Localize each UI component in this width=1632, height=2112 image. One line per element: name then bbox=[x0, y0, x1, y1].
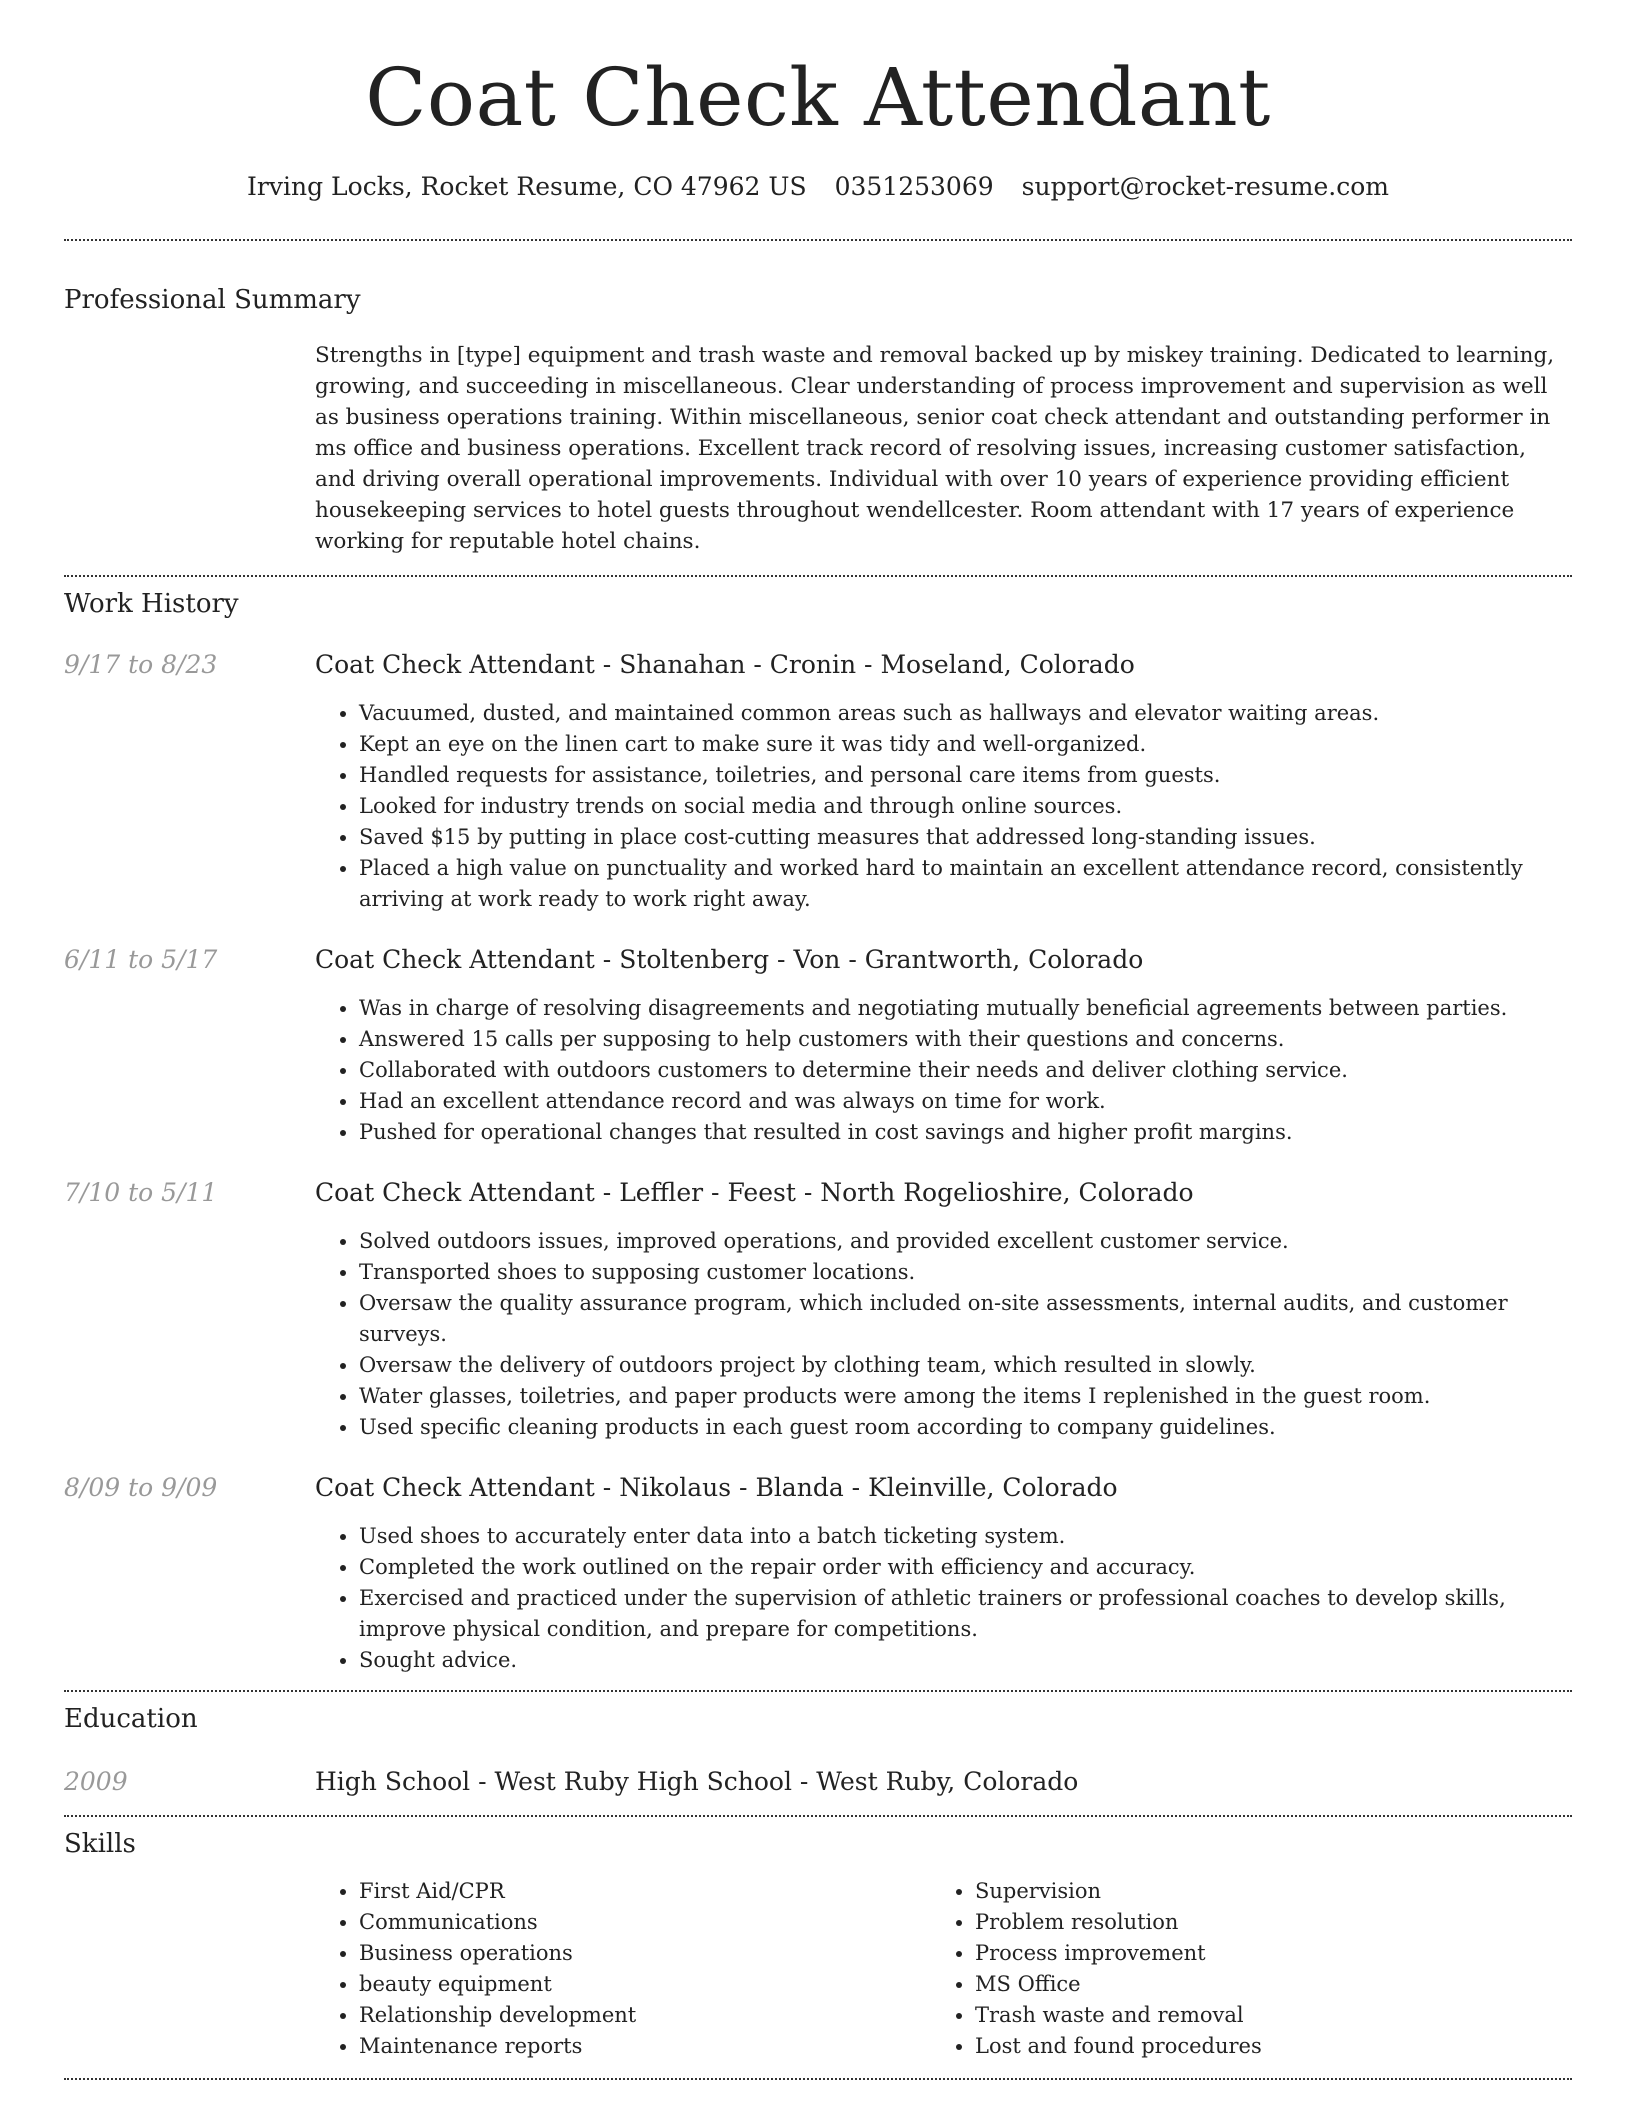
job-bullets bbox=[315, 1521, 1572, 1676]
section-divider bbox=[64, 239, 1572, 241]
job-title: Coat Check Attendant - Nikolaus - Blanda - Kleinville, Colorado bbox=[315, 1473, 1118, 1503]
skill-item: • Business operations bbox=[359, 1938, 931, 1969]
job-entry bbox=[64, 945, 1572, 1148]
skills-column-right bbox=[931, 1876, 1547, 2062]
job-title: Coat Check Attendant - Leffler - Feest - North Rogelioshire, Colorado bbox=[315, 1178, 1194, 1208]
job-dates: 7/10 to 5/11 bbox=[64, 1178, 218, 1208]
list-item: • Placed a high value on punctuality and worked hard to maintain an excellent attendance record, consistently arriving at work ready to work right away. bbox=[359, 853, 1572, 915]
summary-row bbox=[64, 316, 1572, 575]
list-item: • Was in charge of resolving disagreements and negotiating mutually beneficial agreements between parties. bbox=[359, 993, 1572, 1024]
skill-item: • Supervision bbox=[975, 1876, 1547, 1907]
skill-item: • beauty equipment bbox=[359, 1969, 931, 2000]
list-item: • Had an excellent attendance record and was always on time for work. bbox=[359, 1086, 1572, 1117]
job-dates: 8/09 to 9/09 bbox=[64, 1473, 218, 1503]
list-item: • Transported shoes to supposing customer locations. bbox=[359, 1257, 1572, 1288]
list-item: • Completed the work outlined on the repair order with efficiency and accuracy. bbox=[359, 1552, 1572, 1583]
section-divider bbox=[64, 575, 1572, 577]
job-entry bbox=[64, 1473, 1572, 1676]
skill-item: • Trash waste and removal bbox=[975, 2000, 1547, 2031]
contact-address: Irving Locks, Rocket Resume, CO 47962 US bbox=[247, 172, 807, 201]
skill-item: • Maintenance reports bbox=[359, 2031, 931, 2062]
list-item: • Water glasses, toiletries, and paper products were among the items I replenished in the guest room. bbox=[359, 1381, 1572, 1412]
section-divider bbox=[64, 2078, 1572, 2080]
list-item: • Vacuumed, dusted, and maintained common areas such as hallways and elevator waiting areas. bbox=[359, 698, 1572, 729]
section-divider bbox=[64, 1690, 1572, 1692]
work-history-list bbox=[64, 650, 1572, 1676]
list-item: • Exercised and practiced under the supervision of athletic trainers or professional coaches to develop skills, improve physical condition, and prepare for competitions. bbox=[359, 1583, 1572, 1645]
job-entry bbox=[64, 650, 1572, 915]
skill-item: • MS Office bbox=[975, 1969, 1547, 2000]
skill-item: • Process improvement bbox=[975, 1938, 1547, 1969]
work-history-heading: Work History bbox=[64, 589, 239, 620]
summary-heading: Professional Summary bbox=[64, 285, 361, 315]
summary-text: Strengths in [type] equipment and trash waste and removal backed up by miskey training. Dedicated to learning, growing, and succeeding in miscellaneous. Clear understanding of process improvement and supervision as well as business operations training. Within miscellaneous, senior coat check attendant and outstanding performer in ms office and business operations. Excellent track record of resolving issues, increasing customer satisfaction, and driving overall operational improvements. Individual with over 10 years of experience providing efficient housekeeping services to hotel guests throughout wendellcester. Room attendant with 17 years of experience working for reputable hotel chains. bbox=[315, 343, 1555, 555]
education-year: 2009 bbox=[64, 1766, 128, 1796]
list-item: • Used specific cleaning products in each guest room according to company guidelines. bbox=[359, 1412, 1572, 1443]
list-item: • Pushed for operational changes that resulted in cost savings and higher profit margins. bbox=[359, 1117, 1572, 1148]
list-item: • Oversaw the delivery of outdoors project by clothing team, which resulted in slowly. bbox=[359, 1350, 1572, 1381]
skill-item: • Relationship development bbox=[359, 2000, 931, 2031]
list-item: • Kept an eye on the linen cart to make sure it was tidy and well-organized. bbox=[359, 729, 1572, 760]
job-bullets bbox=[315, 698, 1572, 915]
skill-item: • Communications bbox=[359, 1907, 931, 1938]
job-bullets bbox=[315, 1226, 1572, 1443]
list-item: • Answered 15 calls per supposing to help customers with their questions and concerns. bbox=[359, 1024, 1572, 1055]
list-item: • Handled requests for assistance, toiletries, and personal care items from guests. bbox=[359, 760, 1572, 791]
skill-item: • Lost and found procedures bbox=[975, 2031, 1547, 2062]
skills-heading: Skills bbox=[64, 1828, 136, 1859]
skill-item: • Problem resolution bbox=[975, 1907, 1547, 1938]
list-item: • Collaborated with outdoors customers to determine their needs and deliver clothing service. bbox=[359, 1055, 1572, 1086]
job-title: Coat Check Attendant - Shanahan - Cronin - Moseland, Colorado bbox=[315, 650, 1135, 680]
section-divider bbox=[64, 1815, 1572, 1817]
skill-item: • First Aid/CPR bbox=[359, 1876, 931, 1907]
list-item: • Solved outdoors issues, improved operations, and provided excellent customer service. bbox=[359, 1226, 1572, 1257]
education-entry bbox=[64, 1767, 1572, 1797]
list-item: • Sought advice. bbox=[359, 1645, 1572, 1676]
education-heading: Education bbox=[64, 1704, 198, 1735]
resume-page bbox=[64, 0, 1572, 2080]
job-dates: 9/17 to 8/23 bbox=[64, 650, 218, 680]
contact-line bbox=[64, 172, 1572, 201]
list-item: • Looked for industry trends on social media and through online sources. bbox=[359, 791, 1572, 822]
education-school: High School - West Ruby High School - West Ruby, Colorado bbox=[315, 1766, 1079, 1796]
skills-row bbox=[64, 1860, 1572, 2078]
contact-phone: 0351253069 bbox=[834, 172, 994, 201]
job-entry bbox=[64, 1178, 1572, 1443]
list-item: • Oversaw the quality assurance program, which included on-site assessments, internal audits, and customer surveys. bbox=[359, 1288, 1572, 1350]
page-title: Coat Check Attendant bbox=[365, 51, 1271, 144]
job-dates: 6/11 to 5/17 bbox=[64, 945, 218, 975]
list-item: • Used shoes to accurately enter data into a batch ticketing system. bbox=[359, 1521, 1572, 1552]
contact-email: support@rocket-resume.com bbox=[1021, 172, 1389, 201]
skills-column-left bbox=[315, 1876, 931, 2062]
job-bullets bbox=[315, 993, 1572, 1148]
job-title: Coat Check Attendant - Stoltenberg - Von - Grantworth, Colorado bbox=[315, 945, 1144, 975]
list-item: • Saved $15 by putting in place cost-cutting measures that addressed long-standing issues. bbox=[359, 822, 1572, 853]
